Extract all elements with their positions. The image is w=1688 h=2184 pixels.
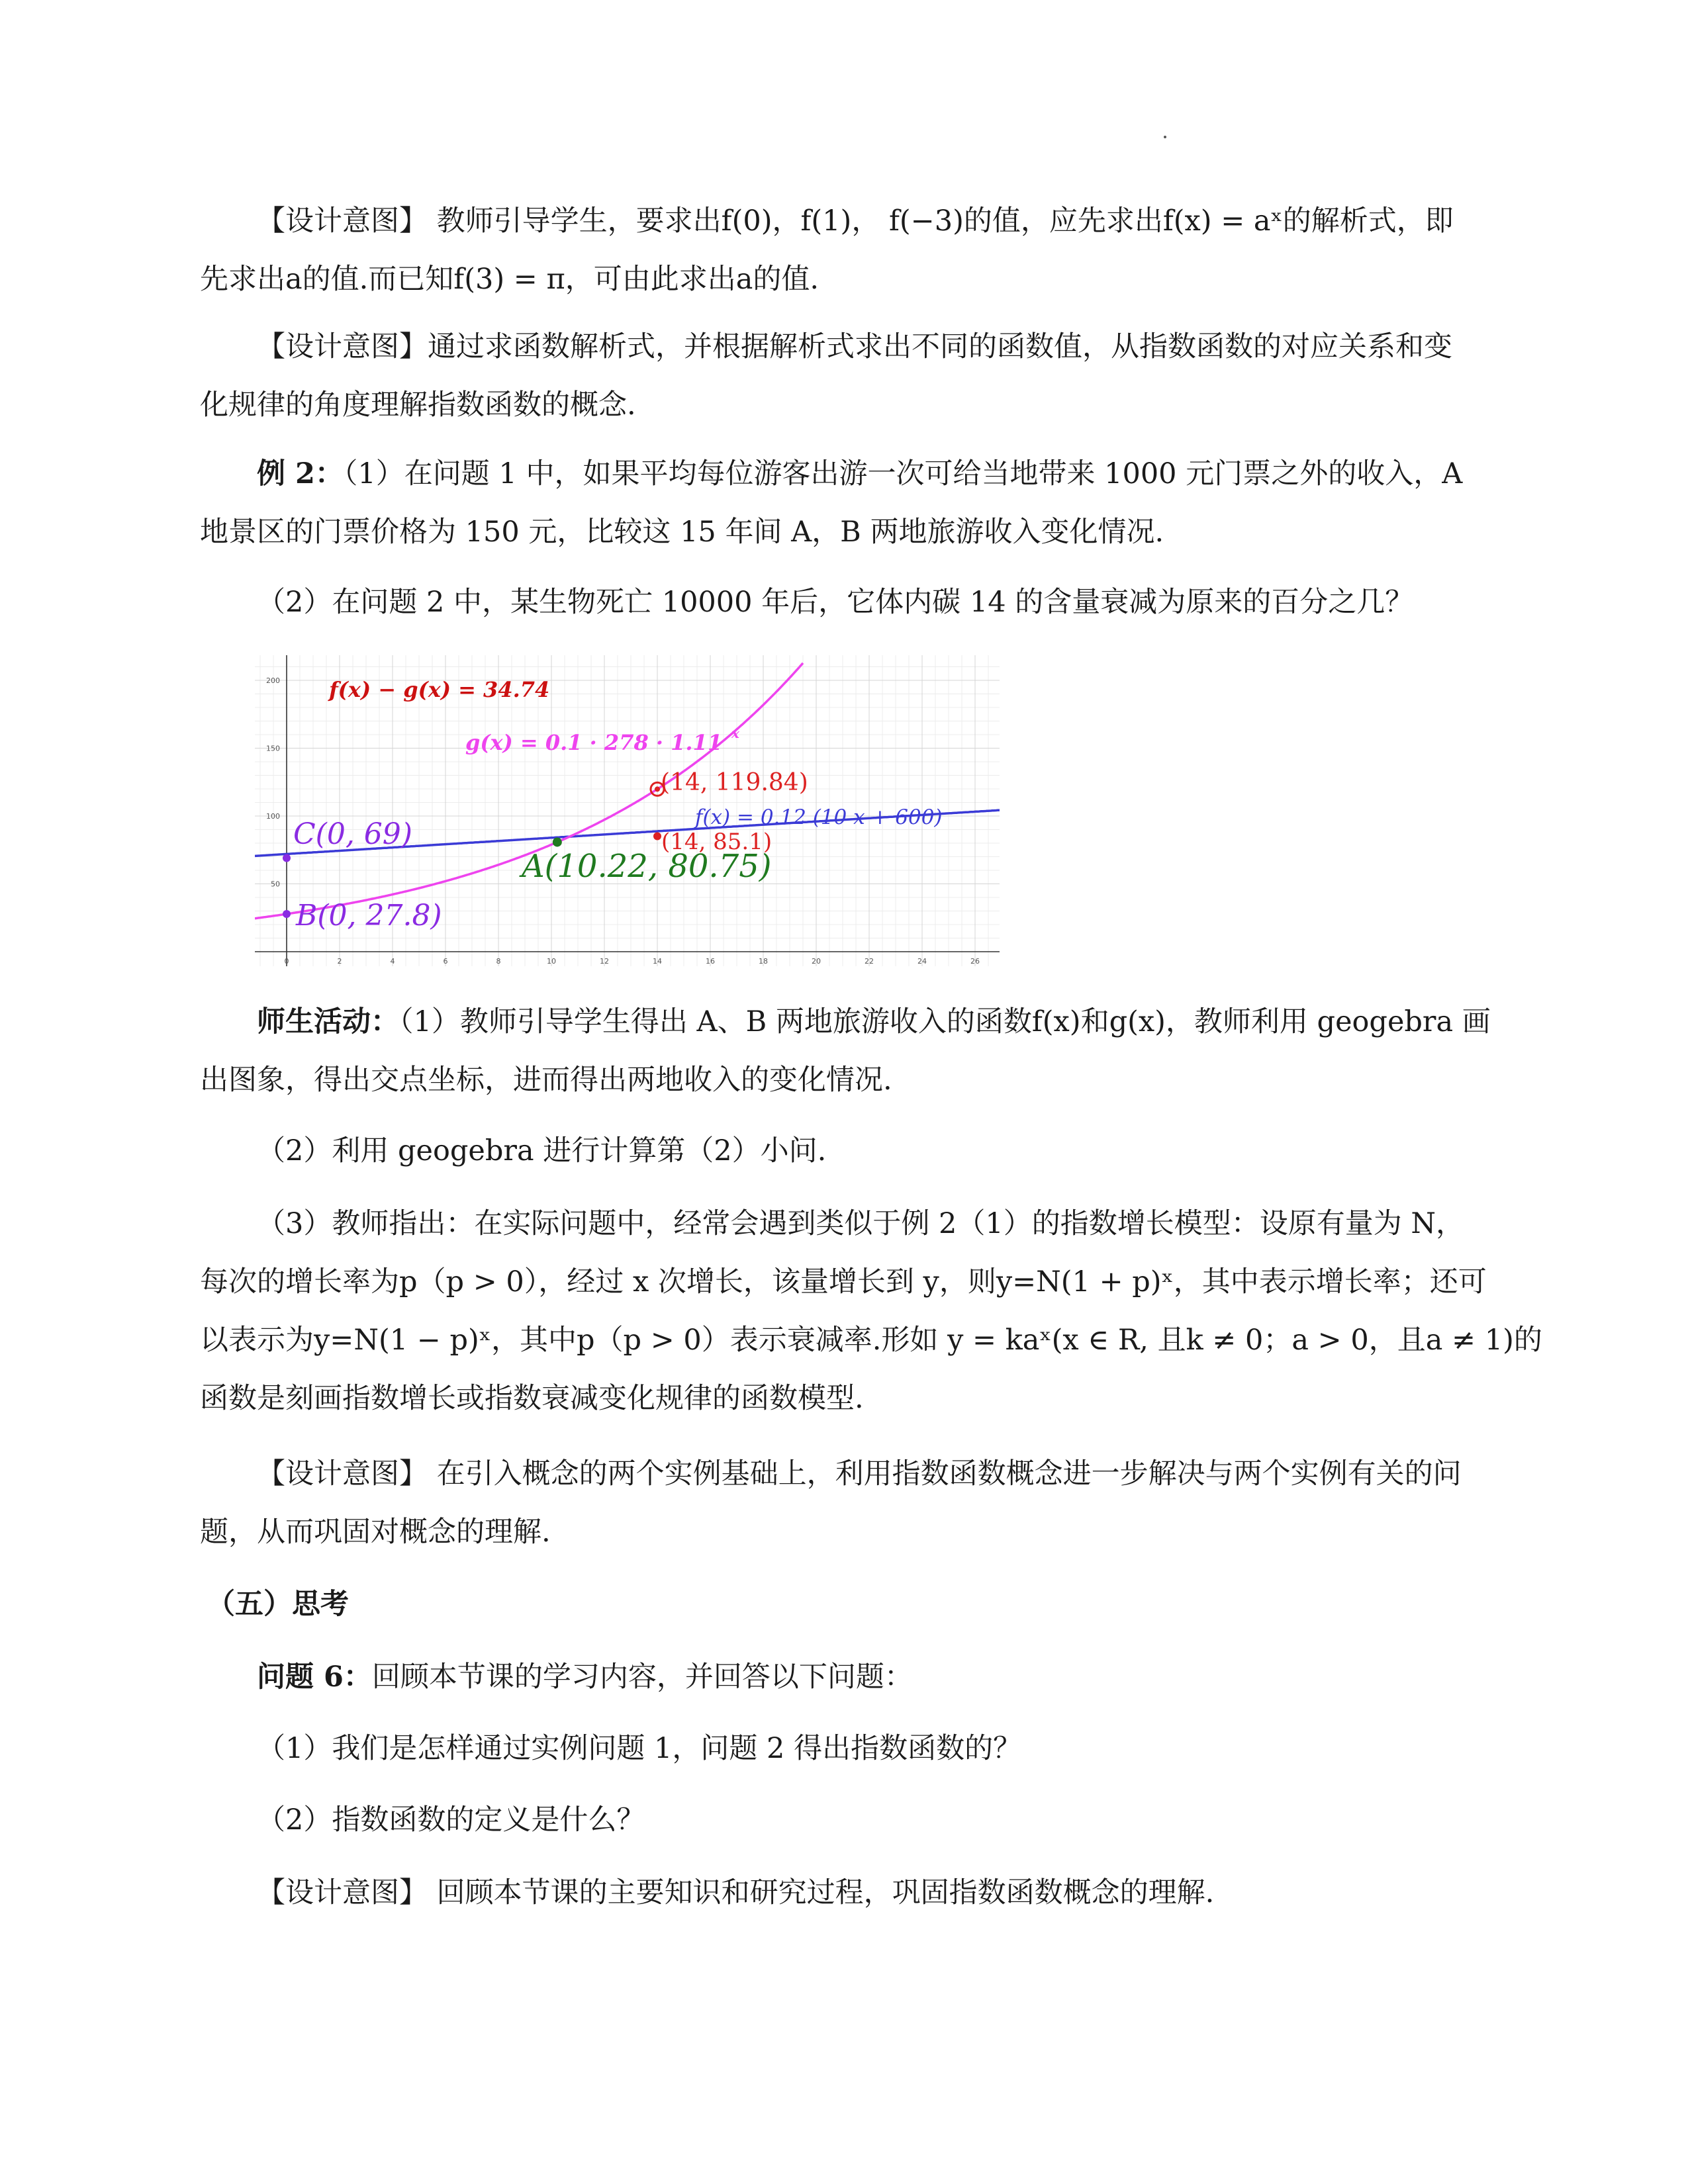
activity-label: 师生活动： — [257, 1005, 399, 1038]
activity-text: （1）教师引导学生得出 A、B 两地旅游收入的函数f(x)和g(x)，教师利用 geogebra 画 — [399, 1005, 1491, 1038]
activity-2 — [200, 1122, 1491, 1180]
line: 以表示为y=N(1 − p)ˣ，其中p（p > 0）表示衰减率.形如 y = kaˣ(x ∈ R, 且k ≠ 0；a > 0，且a ≠ 1)的 — [200, 1324, 1542, 1357]
question-6-2 — [200, 1791, 1491, 1849]
x-tick-label: 6 — [443, 957, 448, 966]
x-tick-label: 14 — [653, 957, 662, 966]
line: 【设计意图】通过求函数解析式，并根据解析式求出不同的函数值，从指数函数的对应关系和变 — [257, 330, 1452, 363]
line: 题，从而巩固对概念的理解. — [200, 1516, 551, 1549]
line: 每次的增长率为p（p > 0），经过 x 次增长，该量增长到 y，则y=N(1 + p)ˣ，其中表示增长率；还可 — [200, 1265, 1487, 1298]
point-B-label: B(0, 27.8) — [296, 899, 442, 933]
f-formula-label: f(x) = 0.12 (10 x + 600) — [695, 805, 943, 829]
y-tick-label: 100 — [266, 812, 280, 821]
line: 化规律的角度理解指数函数的概念. — [200, 388, 636, 422]
y-tick-label: 50 — [271, 880, 280, 889]
y-tick-label: 150 — [266, 744, 280, 753]
x-tick-label: 22 — [865, 957, 874, 966]
section-5-heading — [207, 1575, 1497, 1633]
question-label: 问题 6： — [257, 1661, 372, 1694]
example-2-q2 — [200, 573, 1491, 631]
point-g14-label: (14, 119.84) — [661, 769, 808, 796]
design-intent-3 — [200, 1445, 1491, 1561]
g-formula-label: g(x) = 0.1 · 278 · 1.11 — [465, 730, 723, 755]
activity-3 — [200, 1195, 1542, 1428]
line — [200, 1648, 1491, 1706]
line: 地景区的门票价格为 150 元，比较这 15 年间 A，B 两地旅游收入变化情况. — [200, 516, 1164, 549]
x-tick-label: 26 — [970, 957, 980, 966]
line: 【设计意图】 回顾本节课的主要知识和研究过程，巩固指数函数概念的理解. — [257, 1876, 1215, 1909]
line — [200, 993, 1491, 1051]
example-label: 例 2： — [257, 457, 344, 490]
point-C-label: C(0, 69) — [293, 817, 412, 851]
x-tick-label: 12 — [600, 957, 609, 966]
point-B — [283, 910, 291, 918]
x-tick-label: 18 — [759, 957, 768, 966]
geogebra-graph — [255, 655, 1000, 966]
line: 【设计意图】 在引入概念的两个实例基础上，利用指数函数概念进一步解决与两个实例有关的问 — [257, 1457, 1462, 1490]
question-6-1 — [200, 1719, 1491, 1778]
diff-label: f(x) − g(x) = 34.74 — [329, 677, 550, 702]
design-intent-1 — [200, 192, 1491, 308]
x-tick-label: 10 — [547, 957, 556, 966]
line — [200, 445, 1491, 503]
page-mark — [1164, 136, 1166, 138]
section-title: （五）思考 — [207, 1588, 349, 1621]
line: 先求出a的值.而已知f(3) = π，可由此求出a的值. — [200, 263, 820, 296]
point-f14 — [653, 833, 661, 841]
x-tick-label: 20 — [812, 957, 821, 966]
design-intent-2 — [200, 318, 1491, 434]
point-A-label: A(10.22, 80.75) — [522, 848, 772, 885]
point-f14-label: (14, 85.1) — [661, 829, 773, 855]
x-tick-label: 16 — [706, 957, 715, 966]
x-tick-label: 24 — [917, 957, 927, 966]
line: （2）指数函数的定义是什么？ — [257, 1803, 645, 1837]
design-intent-4 — [200, 1864, 1491, 1922]
line: 函数是刻画指数增长或指数衰减变化规律的函数模型. — [200, 1382, 864, 1415]
example-text: （1）在问题 1 中，如果平均每位游客出游一次可给当地带来 1000 元门票之外的收入，A — [343, 457, 1463, 490]
teacher-student-activity — [200, 993, 1491, 1109]
point-g14 — [655, 786, 660, 792]
point-A — [553, 837, 562, 846]
question-text: 回顾本节课的学习内容，并回答以下问题： — [371, 1661, 913, 1694]
line: 出图象，得出交点坐标，进而得出两地收入的变化情况. — [200, 1064, 892, 1097]
line: 【设计意图】 教师引导学生，要求出f(0)，f(1)， f(−3)的值，应先求出f(x) = aˣ的解析式，即 — [257, 205, 1454, 238]
line: （2）在问题 2 中，某生物死亡 10000 年后，它体内碳 14 的含量衰减为原来的百分之几？ — [257, 586, 1414, 619]
example-2 — [200, 445, 1491, 561]
x-tick-label: 4 — [390, 957, 395, 966]
line: （2）利用 geogebra 进行计算第（2）小问. — [257, 1134, 827, 1167]
y-tick-label: 200 — [266, 676, 280, 685]
point-C — [283, 854, 291, 862]
x-tick-label: 0 — [284, 957, 289, 966]
question-6 — [200, 1648, 1491, 1706]
line: （3）教师指出：在实际问题中，经常会遇到类似于例 2（1）的指数增长模型：设原有量为 N， — [257, 1207, 1465, 1240]
g-formula-exp: x — [731, 725, 739, 741]
line: （1）我们是怎样通过实例问题 1，问题 2 得出指数函数的？ — [257, 1732, 1022, 1765]
line — [207, 1575, 1497, 1633]
x-tick-label: 2 — [337, 957, 342, 966]
x-tick-label: 8 — [496, 957, 501, 966]
